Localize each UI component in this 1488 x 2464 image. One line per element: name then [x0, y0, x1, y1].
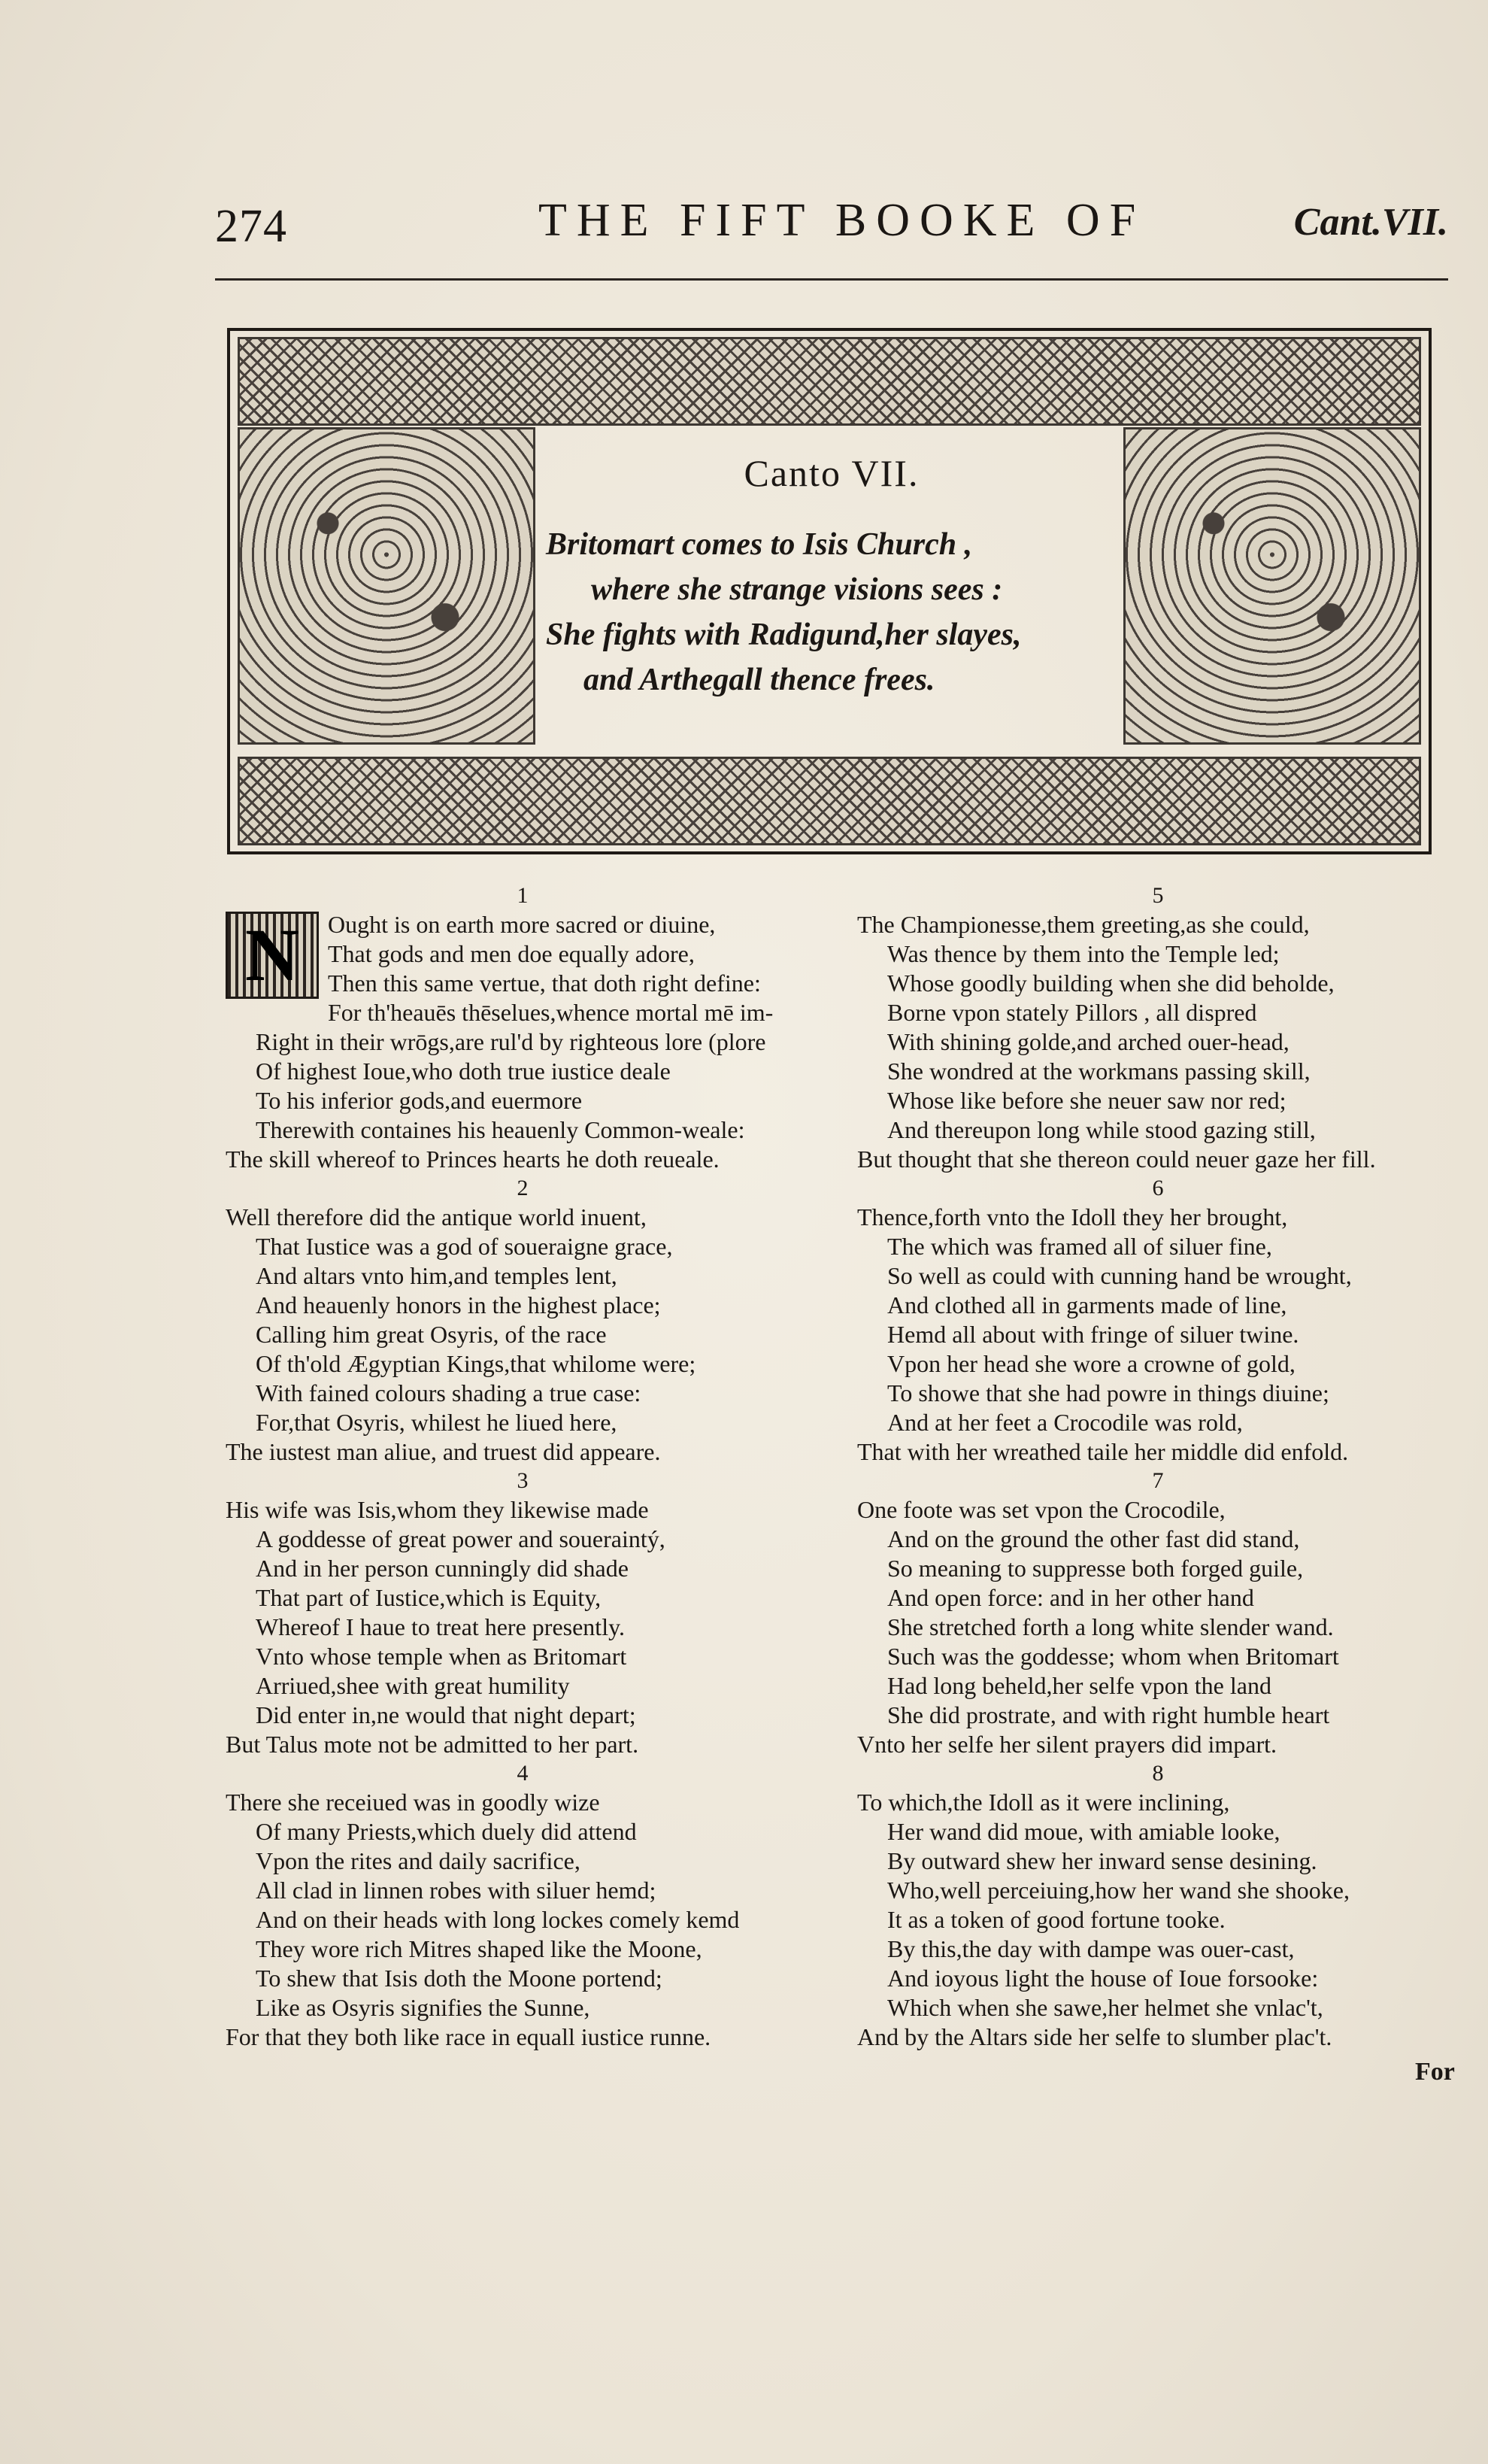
- verse-line: Who,well perceiuing,how her wand she shooke,: [887, 1877, 1350, 1904]
- verse-line: That Iustice was a god of soueraigne grace,: [256, 1233, 673, 1260]
- stanza: [226, 1759, 820, 2052]
- book-title-header: THE FIFT BOOKE OF: [538, 195, 1146, 246]
- stanza-number: 6: [1152, 1176, 1164, 1200]
- verse-line: By this,the day with dampe was ouer-cast,: [887, 1935, 1295, 1962]
- verse-line: And altars vnto him,and temples lent,: [256, 1262, 617, 1289]
- verse-line: Vnto whose temple when as Britomart: [256, 1643, 627, 1670]
- ornament-cherub-right: [1123, 427, 1421, 745]
- verse-line: She did prostrate, and with right humble heart: [887, 1701, 1330, 1728]
- canto-reference: Cant.VII.: [1293, 201, 1448, 244]
- verse-line: Like as Osyris signifies the Sunne,: [256, 1994, 590, 2021]
- verse-line: The which was framed all of siluer fine,: [887, 1233, 1272, 1260]
- verse-line: For th'heauēs thēselues,whence mortal mē im-: [328, 999, 774, 1026]
- verse-line: Hemd all about with fringe of siluer twine.: [887, 1321, 1299, 1348]
- stanza: [857, 882, 1459, 1174]
- left-column: [226, 882, 820, 2052]
- ornament-band-top: [238, 337, 1421, 426]
- verse-line: Had long beheld,her selfe vpon the land: [887, 1672, 1271, 1699]
- verse-line: That with her wreathed taile her middle did enfold.: [857, 1438, 1349, 1465]
- verse-line: For,that Osyris, whilest he liued here,: [256, 1409, 617, 1436]
- verse-line: To shew that Isis doth the Moone portend;: [256, 1965, 662, 1992]
- verse-line: With fained colours shading a true case:: [256, 1379, 641, 1406]
- verse-line: One foote was set vpon the Crocodile,: [857, 1496, 1226, 1523]
- verse-line: Borne vpon stately Pillors , all dispred: [887, 999, 1257, 1026]
- verse-line: The Championesse,them greeting,as she could,: [857, 911, 1310, 938]
- verse-line: And open force: and in her other hand: [887, 1584, 1254, 1611]
- argument-line: where she strange visions sees :: [591, 572, 1003, 607]
- canto-heading: Canto VII.: [744, 452, 920, 494]
- verse-line: With shining golde,and arched ouer-head,: [887, 1028, 1289, 1055]
- dropcap-initial: N: [226, 912, 319, 999]
- ornament-cherub-left: [238, 427, 535, 745]
- ornament-band-bottom: [238, 757, 1421, 845]
- verse-line: But Talus mote not be admitted to her part.: [226, 1731, 639, 1758]
- verse-line: Therewith containes his heauenly Common-weale:: [256, 1116, 745, 1143]
- stanza: [226, 1174, 820, 1467]
- verse-line: And in her person cunningly did shade: [256, 1555, 629, 1582]
- stanza: [857, 1467, 1459, 1759]
- verse-line: And by the Altars side her selfe to slumber plac't.: [857, 2023, 1332, 2050]
- verse-line: Such was the goddesse; whom when Britomart: [887, 1643, 1339, 1670]
- stanza: [857, 1759, 1459, 2052]
- verse-line: His wife was Isis,whom they likewise made: [226, 1496, 649, 1523]
- stanza-number: 4: [517, 1761, 529, 1786]
- verse-line: Vpon her head she wore a crowne of gold,: [887, 1350, 1296, 1377]
- stanza-number: 3: [517, 1468, 529, 1493]
- verse-line: The skill whereof to Princes hearts he doth reueale.: [226, 1146, 720, 1173]
- verse-line: The iustest man aliue, and truest did appeare.: [226, 1438, 661, 1465]
- verse-line: Calling him great Osyris, of the race: [256, 1321, 607, 1348]
- verse-line: Was thence by them into the Temple led;: [887, 940, 1280, 967]
- verse-line: So well as could with cunning hand be wrought,: [887, 1262, 1352, 1289]
- verse-line: And heauenly honors in the highest place;: [256, 1291, 661, 1318]
- verse-line: So meaning to suppresse both forged guile,: [887, 1555, 1304, 1582]
- verse-line: Of th'old Ægyptian Kings,that whilome were;: [256, 1350, 696, 1377]
- stanza: [226, 882, 820, 1174]
- argument-line: Britomart comes to Isis Church ,: [546, 527, 973, 562]
- verse-line: To which,the Idoll as it were inclining,: [857, 1789, 1230, 1816]
- verse-line: A goddesse of great power and soueraintý,: [256, 1525, 665, 1552]
- stanza-number: 5: [1152, 883, 1164, 908]
- verse-line: To his inferior gods,and euermore: [256, 1087, 583, 1114]
- verse-line: Vnto her selfe her silent prayers did impart.: [857, 1731, 1277, 1758]
- running-head: [215, 194, 1448, 254]
- verse-line: They wore rich Mitres shaped like the Moone,: [256, 1935, 702, 1962]
- verse-line: And on their heads with long lockes comely kemd: [256, 1906, 740, 1933]
- argument-line: and Arthegall thence frees.: [583, 663, 935, 697]
- stanza-number: 7: [1152, 1468, 1164, 1493]
- verse-line: Then this same vertue, that doth right define:: [328, 970, 761, 997]
- verse-line: Whose like before she neuer saw nor red;: [887, 1087, 1286, 1114]
- page-number: 274: [215, 201, 287, 252]
- verse-line: To showe that she had powre in things diuine;: [887, 1379, 1329, 1406]
- stanza-number: 8: [1152, 1761, 1164, 1786]
- verse-line: It as a token of good fortune tooke.: [887, 1906, 1226, 1933]
- stanza-number: 1: [517, 883, 529, 908]
- catchword: For: [1415, 2058, 1455, 2086]
- verse-line: And thereupon long while stood gazing still,: [887, 1116, 1316, 1143]
- verse-line: Right in their wrōgs,are rul'd by righteous lore (plore: [256, 1028, 766, 1055]
- verse-line: All clad in linnen robes with siluer hemd;: [256, 1877, 656, 1904]
- verse-line: That part of Iustice,which is Equity,: [256, 1584, 602, 1611]
- verse-line: By outward shew her inward sense desining.: [887, 1847, 1317, 1874]
- verse-line: But thought that she thereon could neuer gaze her fill.: [857, 1146, 1376, 1173]
- verse-line: Well therefore did the antique world inuent,: [226, 1203, 647, 1230]
- verse-line: Whereof I haue to treat here presently.: [256, 1613, 625, 1640]
- verse-line: Ought is on earth more sacred or diuine,: [328, 911, 716, 938]
- right-column: [857, 882, 1459, 2052]
- verse-line: Arriued,shee with great humility: [256, 1672, 570, 1699]
- verse-line: That gods and men doe equally adore,: [328, 940, 695, 967]
- argument-line: She fights with Radigund,her slayes,: [546, 618, 1022, 652]
- dropcap-stanza: [226, 910, 820, 1174]
- verse-line: She wondred at the workmans passing skill,: [887, 1058, 1311, 1085]
- verse-line: Whose goodly building when she did beholde,: [887, 970, 1335, 997]
- stanza-number: 2: [517, 1176, 529, 1200]
- verse-line: And ioyous light the house of Ioue forsooke:: [887, 1965, 1319, 1992]
- header-rule: [215, 278, 1448, 281]
- verse-line: And clothed all in garments made of line,: [887, 1291, 1287, 1318]
- stanza: [226, 1467, 820, 1759]
- verse-line: Thence,forth vnto the Idoll they her brought,: [857, 1203, 1288, 1230]
- verse-line: Her wand did moue, with amiable looke,: [887, 1818, 1280, 1845]
- verse-line: And at her feet a Crocodile was rold,: [887, 1409, 1243, 1436]
- canto-ornament-frame: [227, 328, 1432, 854]
- verse-line: Vpon the rites and daily sacrifice,: [256, 1847, 580, 1874]
- verse-line: Of many Priests,which duely did attend: [256, 1818, 637, 1845]
- stanza: [857, 1174, 1459, 1467]
- verse-line: For that they both like race in equall iustice runne.: [226, 2023, 711, 2050]
- verse-line: Which when she sawe,her helmet she vnlac't,: [887, 1994, 1323, 2021]
- verse-line: Did enter in,ne would that night depart;: [256, 1701, 636, 1728]
- verse-line: She stretched forth a long white slender wand.: [887, 1613, 1334, 1640]
- verse-line: There she receiued was in goodly wize: [226, 1789, 600, 1816]
- canto-title-block: [546, 451, 1117, 702]
- verse-line: Of highest Ioue,who doth true iustice deale: [256, 1058, 671, 1085]
- verse-line: And on the ground the other fast did stand,: [887, 1525, 1300, 1552]
